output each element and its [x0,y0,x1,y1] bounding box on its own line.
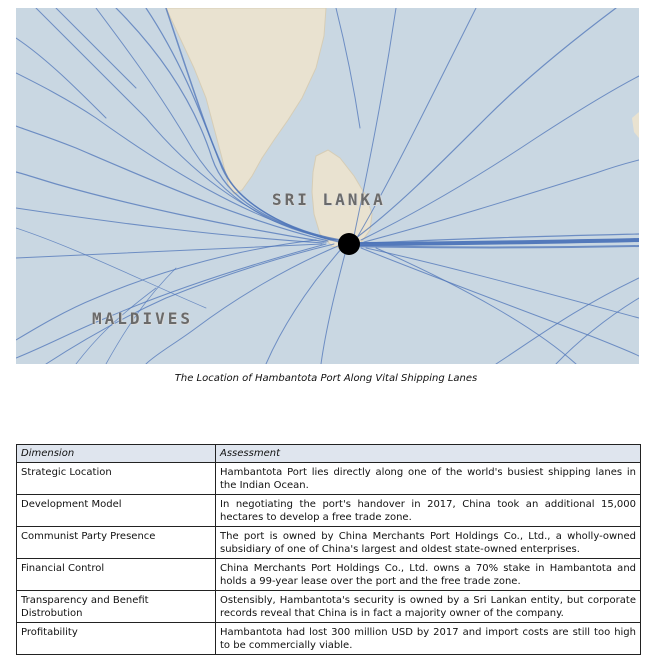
table-row [17,463,641,495]
assessment-cell: In negotiating the port's handover in 2017, China took an additional 15,000 hectares to develop a free trade zone. [216,495,641,527]
sri-lanka-label: SRI LANKA [272,190,386,209]
dimension-cell: Communist Party Presence [17,527,216,559]
table-row [17,527,641,559]
map-caption: The Location of Hambantota Port Along Vital Shipping Lanes [174,373,478,384]
header-assessment: Assessment [216,445,641,463]
assessment-cell: Hambantota Port lies directly along one of the world's busiest shipping lanes in the Indian Ocean. [216,463,641,495]
table-row [17,623,641,655]
table-row [17,559,641,591]
assessment-cell: China Merchants Port Holdings Co., Ltd. owns a 70% stake in Hambantota and holds a 99-year lease over the port and the free trade zone. [216,559,641,591]
hambantota-port-marker [338,233,360,255]
assessment-cell: The port is owned by China Merchants Port Holdings Co., Ltd., a wholly-owned subsidiary of one of China's largest and oldest state-owned enterprises. [216,527,641,559]
assessment-cell: Ostensibly, Hambantota's security is owned by a Sri Lankan entity, but corporate records reveal that China is in fact a majority owner of the company. [216,591,641,623]
dimension-cell: Transparency and Benefit Distrobution [17,591,216,623]
dimension-cell: Strategic Location [17,463,216,495]
table-header-row [17,445,641,463]
assessment-cell: Hambantota had lost 300 million USD by 2017 and import costs are still too high to be commercially viable. [216,623,641,655]
dimension-cell: Financial Control [17,559,216,591]
table-row [17,591,641,623]
table-row [17,495,641,527]
dimension-cell: Profitability [17,623,216,655]
maldives-label: MALDIVES [92,309,194,328]
header-dimension: Dimension [17,445,216,463]
assessment-table [16,444,641,655]
shipping-lanes-map [16,8,639,364]
dimension-cell: Development Model [17,495,216,527]
